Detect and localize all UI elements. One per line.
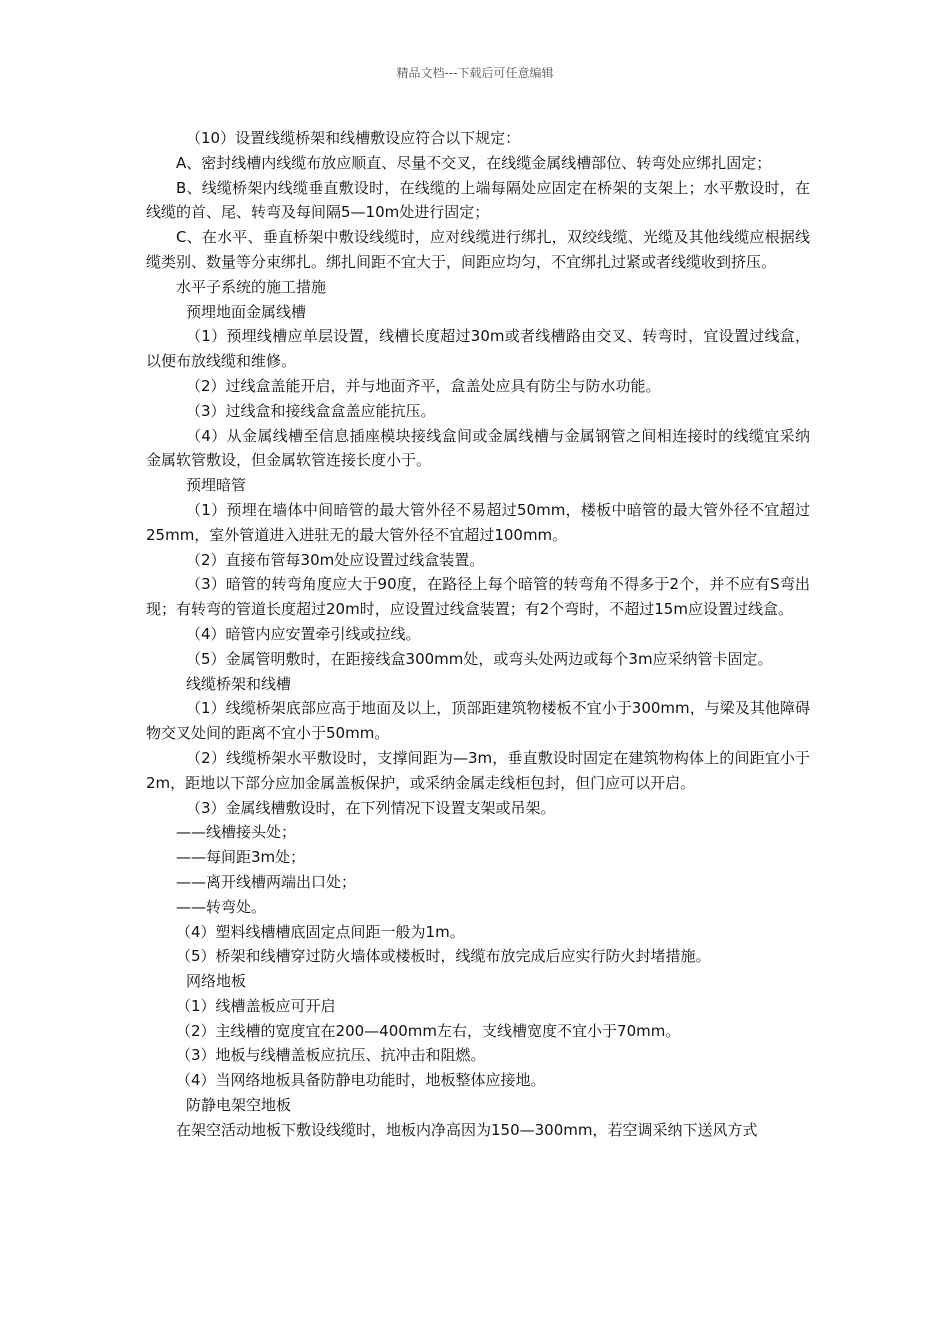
- paragraph: （1）预埋在墙体中间暗管的最大管外径不易超过50mm，楼板中暗管的最大管外径不宜超过25mm，室外管道进入进驻无的最大管外径不宜超过100mm。: [146, 500, 810, 544]
- paragraph: （4）从金属线槽至信息插座模块接线盒间或金属线槽与金属钢管之间相连接时的线缆宜采纳金属软管敷设，但金属软管连接长度小于。: [146, 426, 810, 470]
- paragraph: 预埋暗管: [186, 476, 247, 495]
- paragraph: 预埋地面金属线槽: [186, 302, 307, 321]
- paragraph: （3）暗管的转弯角度应大于90度，在路径上每个暗管的转弯角不得多于2个，并不应有S弯出现；有转弯的管道长度超过20m时，应设置过线盒装置；有2个弯时，不超过15m应设置过线盒。: [146, 575, 810, 619]
- paragraph: （3）金属线槽敷设时，在下列情况下设置支架或吊架。: [186, 798, 556, 817]
- page-header: 精品文档---下载后可任意编辑: [396, 66, 554, 80]
- paragraph: （10）设置线缆桥架和线槽敷设应符合以下规定：: [186, 129, 521, 147]
- paragraph: 网络地板: [186, 972, 247, 991]
- document-body: [146, 126, 810, 1143]
- paragraph: ——线槽接头处；: [176, 823, 297, 842]
- paragraph: （4）当网络地板具备防静电功能时，地板整体应接地。: [176, 1071, 546, 1090]
- paragraph: （3）地板与线槽盖板应抗压、抗冲击和阻燃。: [176, 1046, 486, 1065]
- paragraph: （1）线缆桥架底部应高于地面及以上，顶部距建筑物楼板不宜小于300mm，与梁及其他障碍物交叉处间的距离不宜小于50mm。: [146, 699, 810, 743]
- paragraph: 防静电架空地板: [186, 1096, 292, 1115]
- paragraph: C、在水平、垂直桥架中敷设线缆时，应对线缆进行绑扎，双绞线缆、光缆及其他线缆应根据线缆类别、数量等分束绑扎。绑扎间距不宜大于，间距应均匀，不宜绑扎过紧或者线缆收到挤压。: [146, 228, 810, 271]
- paragraph: （2）线缆桥架水平敷设时，支撑间距为—3m，垂直敷设时固定在建筑物构体上的间距宜小于2m，距地以下部分应加金属盖板保护，或采纳金属走线柜包封，但门应可以开启。: [146, 748, 810, 792]
- paragraph: （1）线槽盖板应可开启: [176, 996, 336, 1015]
- paragraph: 水平子系统的施工措施: [176, 277, 327, 296]
- paragraph: （5）金属管明敷时，在距接线盒300mm处，或弯头处两边或每个3m应采纳管卡固定。: [186, 649, 773, 668]
- paragraph: （5）桥架和线槽穿过防火墙体或楼板时，线缆布放完成后应实行防火封堵措施。: [176, 947, 711, 966]
- paragraph: 在架空活动地板下敷设线缆时，地板内净高因为150—300mm，若空调采纳下送风方式: [176, 1120, 758, 1139]
- paragraph: （1）预埋线槽应单层设置，线槽长度超过30m或者线槽路由交叉、转弯时，宜设置过线盒，以便布放线缆和维修。: [146, 327, 810, 371]
- paragraph: （3）过线盒和接线盒盒盖应能抗压。: [186, 401, 436, 420]
- paragraph: （4）暗管内应安置牵引线或拉线。: [186, 624, 421, 643]
- paragraph: （2）主线槽的宽度宜在200—400mm左右，支线槽宽度不宜小于70mm。: [176, 1021, 681, 1040]
- paragraph: ——离开线槽两端出口处；: [176, 872, 357, 891]
- paragraph: B、线缆桥架内线缆垂直敷设时，在线缆的上端每隔处应固定在桥架的支架上；水平敷设时，在线缆的首、尾、转弯及每间隔5—10m处进行固定；: [146, 178, 810, 222]
- paragraph: ——每间距3m处；: [176, 848, 306, 867]
- paragraph: （2）过线盒盖能开启，并与地面齐平，盒盖处应具有防尘与防水功能。: [186, 376, 661, 395]
- paragraph: （2）直接布管每30m处应设置过线盒装置。: [186, 550, 485, 569]
- paragraph: 线缆桥架和线槽: [186, 674, 292, 693]
- paragraph: A、密封线槽内线缆布放应顺直、尽量不交叉，在线缆金属线槽部位、转弯处应绑扎固定；: [176, 153, 772, 172]
- paragraph: ——转弯处。: [176, 897, 267, 916]
- paragraph: （4）塑料线槽槽底固定点间距一般为1m。: [176, 922, 465, 941]
